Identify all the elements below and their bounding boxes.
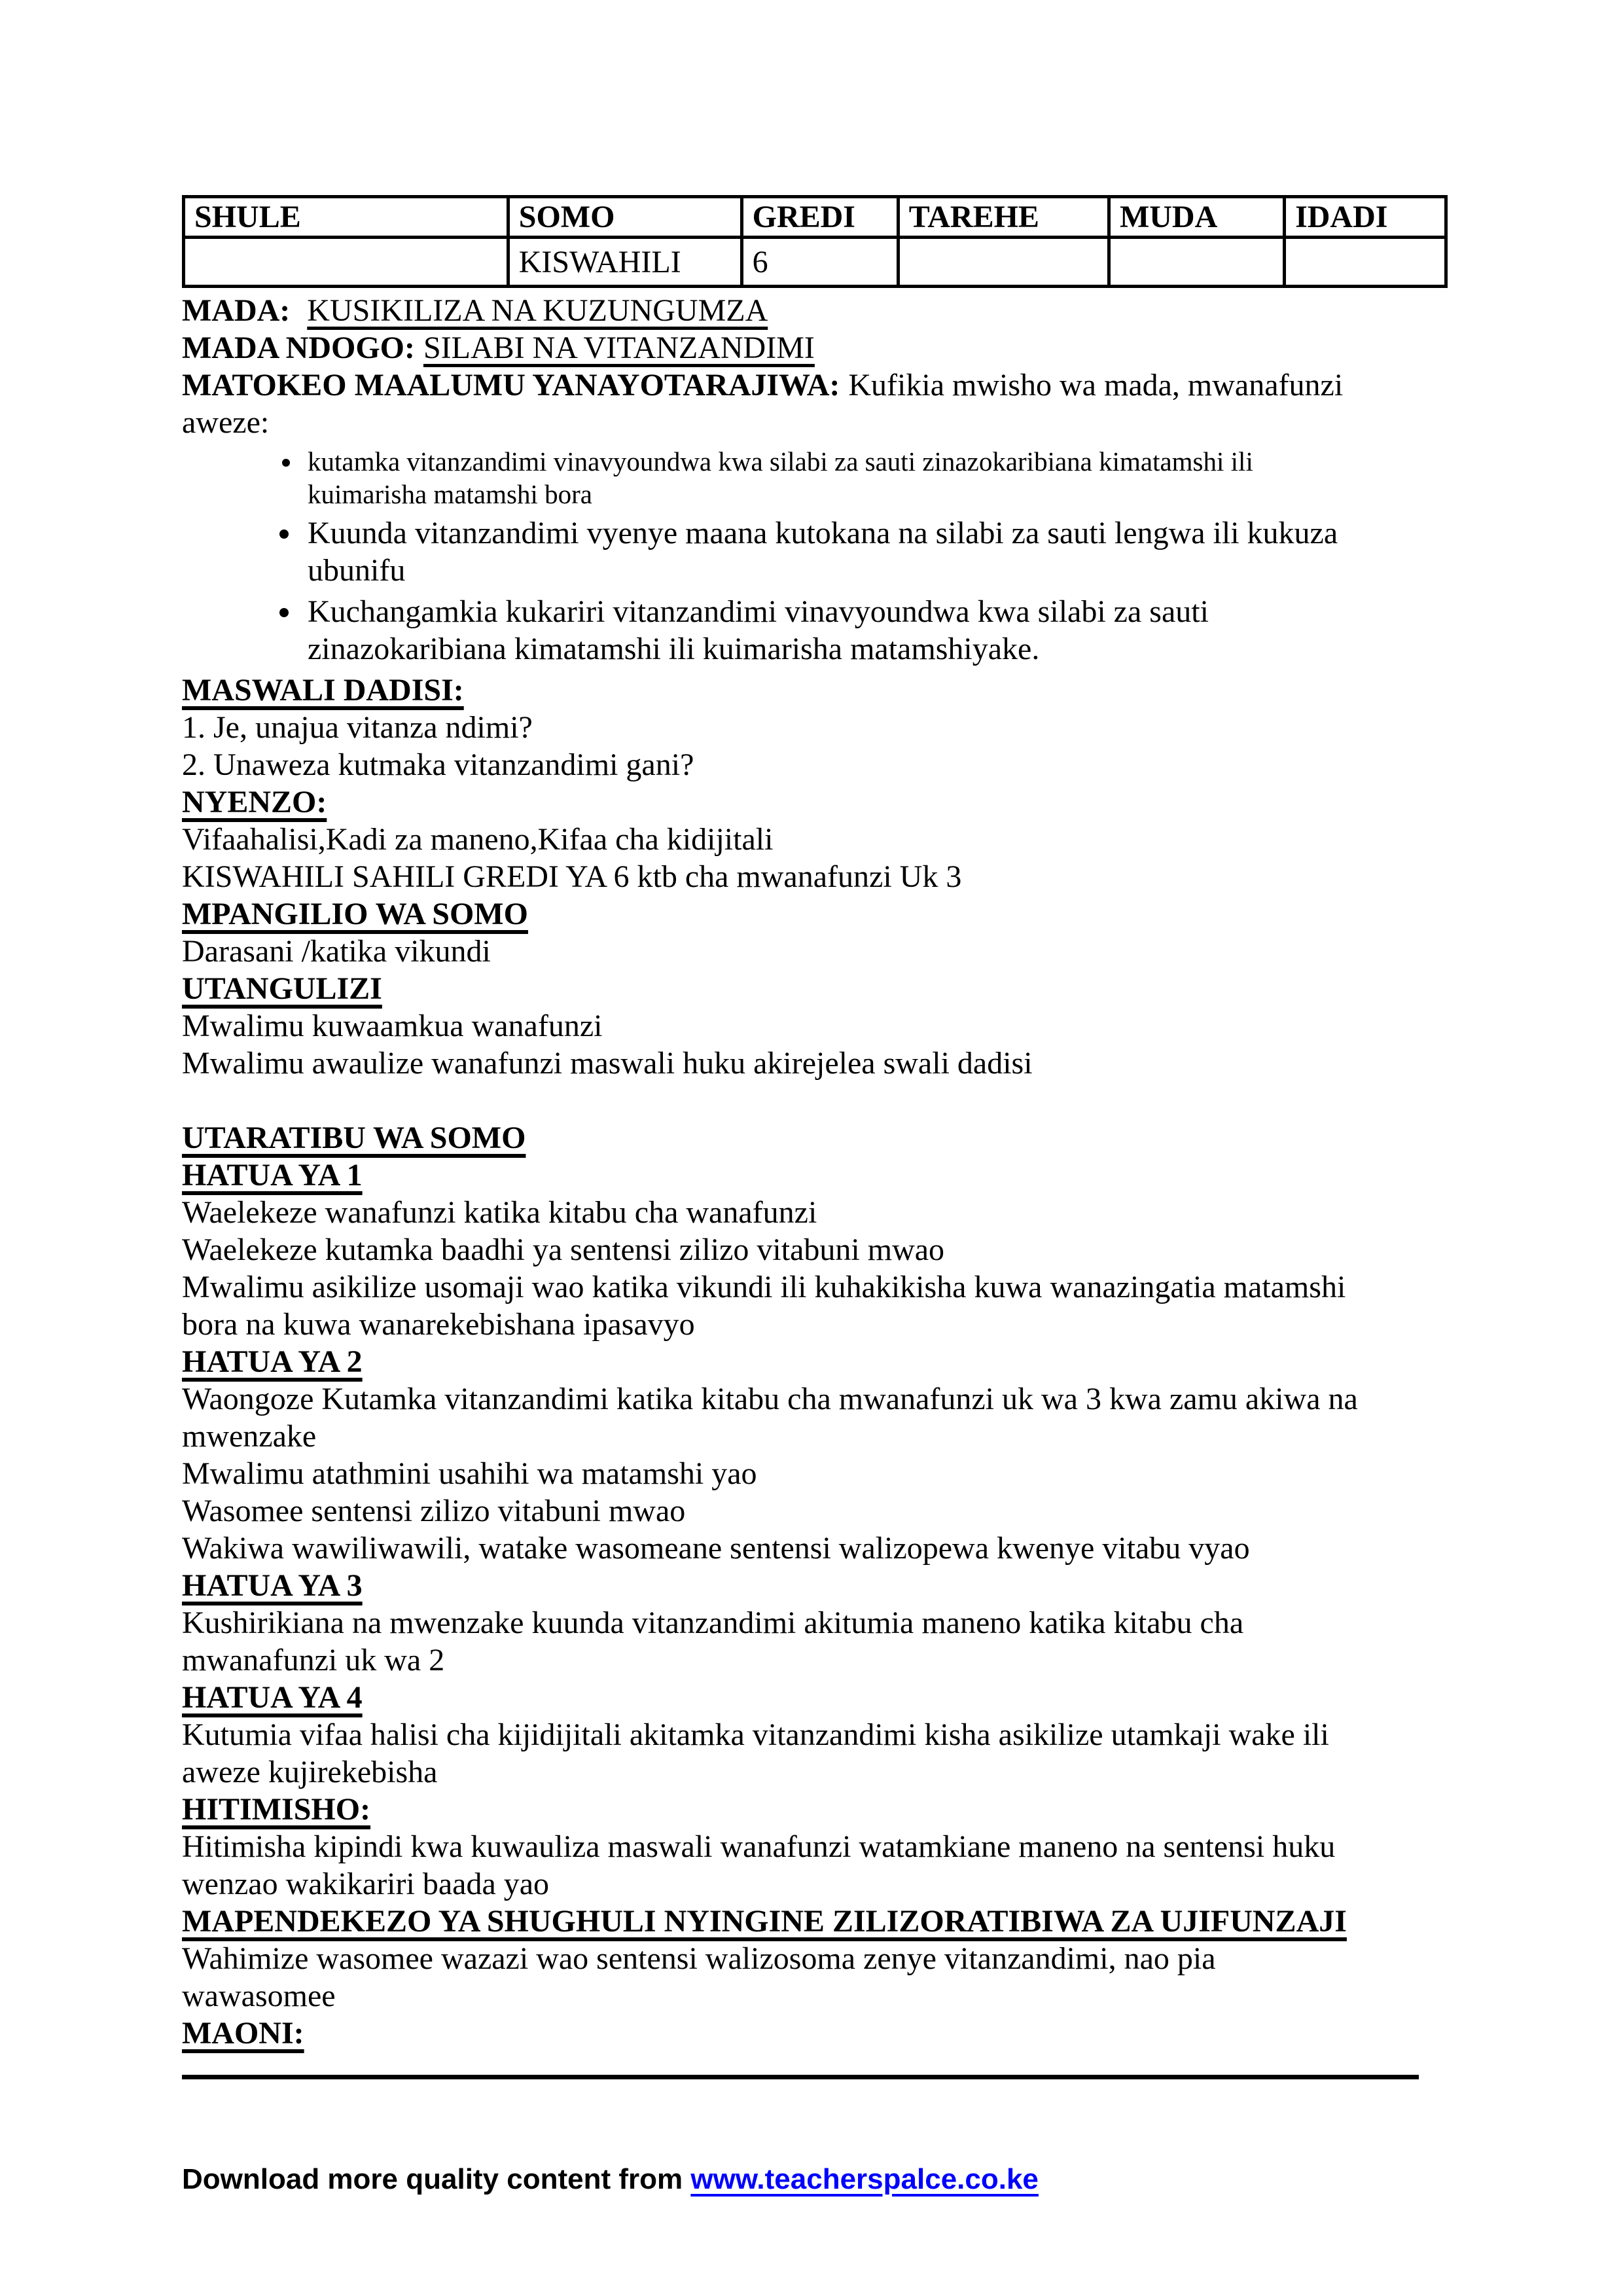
footer-text: Download more quality content from	[182, 2163, 691, 2195]
hitimisho-heading-text: HITIMISHO:	[182, 1792, 371, 1827]
hatua-2-heading	[182, 1343, 1448, 1380]
objective-item	[302, 445, 1448, 511]
hatua-2-line-1	[182, 1380, 1448, 1455]
hatua-4-line-1	[182, 1716, 1448, 1791]
footer	[182, 2161, 1039, 2198]
hatua-1-heading-text: HATUA YA 1	[182, 1158, 363, 1193]
utaratibu-heading	[182, 1119, 1448, 1157]
objective-2-line-2: ubunifu	[308, 553, 406, 588]
cell-shule-value	[184, 238, 508, 287]
table-header-row	[184, 197, 1446, 238]
utangulizi-heading-text: UTANGULIZI	[182, 971, 382, 1006]
mada-ndogo-line	[182, 329, 1448, 367]
matokeo-text-line2: aweze:	[182, 405, 270, 440]
mpangilio-heading-text: MPANGILIO WA SOMO	[182, 897, 528, 931]
matokeo-line	[182, 367, 1448, 441]
swali-2: 2. Unaweza kutmaka vitanzandimi gani?	[182, 747, 694, 782]
hitimisho-heading	[182, 1791, 1448, 1828]
hatua-1-line-3b: bora na kuwa wanarekebishana ipasavyo	[182, 1307, 695, 1342]
header-gredi: GREDI	[741, 197, 898, 238]
utangulizi-line-1: Mwalimu kuwaamkua wanafunzi	[182, 1009, 603, 1043]
mapendekezo-line-1b: wawasomee	[182, 1979, 336, 2013]
matokeo-text-line1: Kufikia mwisho wa mada, mwanafunzi	[848, 368, 1344, 403]
hitimisho-line-1b: wenzao wakikariri baada yao	[182, 1867, 550, 1901]
cell-muda-value	[1109, 238, 1284, 287]
hatua-2-line-4: Wakiwa wawiliwawili, watake wasomeane sentensi walizopewa kwenye vitabu vyao	[182, 1531, 1250, 1566]
hatua-1-line-3	[182, 1268, 1448, 1343]
utaratibu-heading-text: UTARATIBU WA SOMO	[182, 1121, 526, 1155]
hatua-2-line-1a: Waongoze Kutamka vitanzandimi katika kitabu cha mwanafunzi uk wa 3 kwa zamu akiwa na	[182, 1382, 1358, 1416]
hitimisho-line-1a: Hitimisha kipindi kwa kuwauliza maswali wanafunzi watamkiane maneno na sentensi huku	[182, 1829, 1336, 1864]
hatua-1-line-1: Waelekeze wanafunzi katika kitabu cha wanafunzi	[182, 1195, 817, 1230]
header-idadi: IDADI	[1285, 197, 1446, 238]
maswali-heading	[182, 672, 1448, 709]
hatua-1-line-2: Waelekeze kutamka baadhi ya sentensi zilizo vitabuni mwao	[182, 1232, 945, 1267]
header-somo: SOMO	[508, 197, 741, 238]
hatua-4-line-1a: Kutumia vifaa halisi cha kijidijitali akitamka vitanzandimi kisha asikilize utamkaji wake ili	[182, 1717, 1329, 1752]
objective-item	[302, 514, 1448, 589]
utangulizi-line-2: Mwalimu awaulize wanafunzi maswali huku akirejelea swali dadisi	[182, 1046, 1033, 1081]
nyenzo-line-2: KISWAHILI SAHILI GREDI YA 6 ktb cha mwanafunzi Uk 3	[182, 859, 962, 894]
hatua-3-line-1	[182, 1604, 1448, 1679]
hatua-2-line-1b: mwenzake	[182, 1419, 317, 1454]
objective-3-line-2: zinazokaribiana kimatamshi ili kuimarisha matamshiyake.	[308, 632, 1040, 666]
objective-item	[302, 593, 1448, 668]
hatua-1-line-3a: Mwalimu asikilize usomaji wao katika vikundi ili kuhakikisha kuwa wanazingatia matamshi	[182, 1270, 1346, 1304]
objective-1-line-1: • kutamka vitanzandimi vinavyoundwa kwa silabi za sauti zinazokaribiana kimatamshi ili	[308, 446, 1253, 476]
hatua-1-heading	[182, 1157, 1448, 1194]
objective-2-line-1: • Kuunda vitanzandimi vyenye maana kutokana na silabi za sauti lengwa ili kukuza	[308, 516, 1338, 550]
mpangilio-line: Darasani /katika vikundi	[182, 934, 491, 969]
utangulizi-heading	[182, 970, 1448, 1007]
hatua-2-line-3: Wasomee sentensi zilizo vitabuni mwao	[182, 1494, 686, 1528]
cell-idadi-value	[1285, 238, 1446, 287]
header-muda: MUDA	[1109, 197, 1284, 238]
swali-1: 1. Je, unajua vitanza ndimi?	[182, 710, 533, 745]
objectives-list	[182, 445, 1448, 668]
hatua-2-line-2: Mwalimu atathmini usahihi wa matamshi yao	[182, 1456, 757, 1491]
mada-line	[182, 292, 1448, 329]
mapendekezo-line-1a: Wahimize wasomee wazazi wao sentensi walizosoma zenye vitanzandimi, nao pia	[182, 1941, 1216, 1976]
matokeo-label: MATOKEO MAALUMU YANAYOTARAJIWA:	[182, 368, 840, 403]
mada-ndogo-label: MADA NDOGO:	[182, 331, 415, 365]
hatua-3-heading	[182, 1567, 1448, 1604]
maoni-answer-line	[182, 2075, 1419, 2079]
cell-gredi-value: 6	[741, 238, 898, 287]
maswali-heading-text: MASWALI DADISI:	[182, 673, 464, 708]
nyenzo-heading	[182, 783, 1448, 821]
maoni-heading-text: MAONI:	[182, 2016, 304, 2051]
hatua-3-line-1b: mwanafunzi uk wa 2	[182, 1643, 445, 1677]
document-body	[182, 195, 1448, 2052]
hatua-4-line-1b: aweze kujirekebisha	[182, 1755, 438, 1789]
footer-link[interactable]: www.teacherspalce.co.ke	[690, 2163, 1039, 2195]
nyenzo-heading-text: NYENZO:	[182, 785, 327, 819]
hatua-2-heading-text: HATUA YA 2	[182, 1344, 363, 1379]
cell-somo-value: KISWAHILI	[508, 238, 741, 287]
hatua-3-heading-text: HATUA YA 3	[182, 1568, 363, 1603]
mapendekezo-line-1	[182, 1940, 1448, 2015]
table-data-row	[184, 238, 1446, 287]
objective-3-line-1: • Kuchangamkia kukariri vitanzandimi vinavyoundwa kwa silabi za sauti	[308, 594, 1209, 629]
maoni-heading	[182, 2015, 1448, 2052]
mada-label: MADA:	[182, 293, 291, 328]
hatua-4-heading	[182, 1679, 1448, 1716]
hatua-3-line-1a: Kushirikiana na mwenzake kuunda vitanzandimi akitumia maneno katika kitabu cha	[182, 1605, 1244, 1640]
mpangilio-heading	[182, 895, 1448, 933]
mapendekezo-heading-text: MAPENDEKEZO YA SHUGHULI NYINGINE ZILIZORATIBIWA ZA UJIFUNZAJI	[182, 1904, 1347, 1939]
nyenzo-line-1: Vifaahalisi,Kadi za maneno,Kifaa cha kidijitali	[182, 822, 774, 857]
header-shule: SHULE	[184, 197, 508, 238]
header-tarehe: TAREHE	[898, 197, 1109, 238]
mada-value: KUSIKILIZA NA KUZUNGUMZA	[307, 293, 768, 328]
cell-tarehe-value	[898, 238, 1109, 287]
mapendekezo-heading	[182, 1903, 1448, 1940]
hitimisho-line-1	[182, 1828, 1448, 1903]
lesson-info-table	[182, 195, 1448, 288]
objective-1-line-2: kuimarisha matamshi bora	[308, 479, 592, 509]
mada-ndogo-value: SILABI NA VITANZANDIMI	[423, 331, 815, 365]
hatua-4-heading-text: HATUA YA 4	[182, 1680, 363, 1715]
